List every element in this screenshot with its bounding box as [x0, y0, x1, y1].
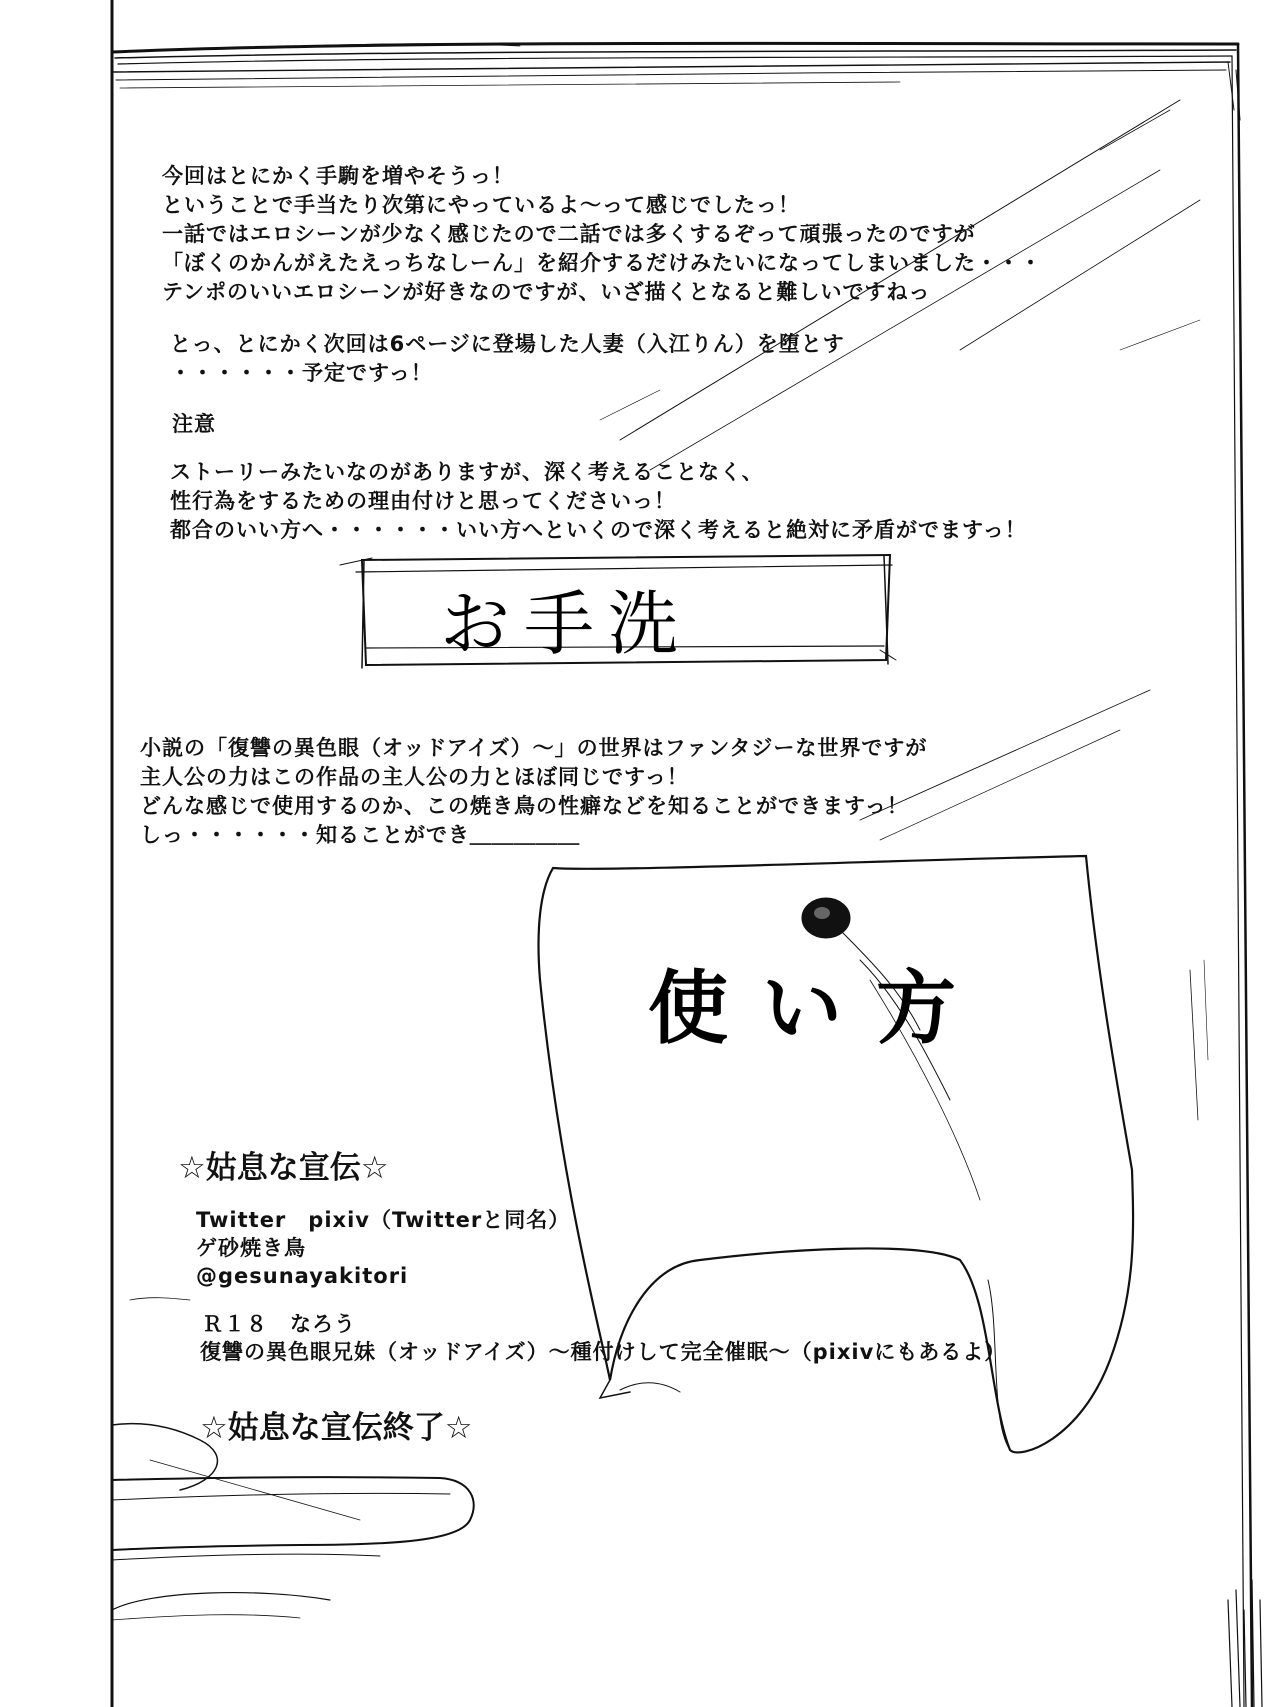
notice-line: 性行為をするための理由付けと思ってくださいっ！ [170, 489, 676, 513]
intro-line: テンポのいいエロシーンが好きなのですが、いざ描くとなると難しいですねっ [162, 280, 931, 304]
next-episode-paragraph [170, 330, 845, 388]
intro-line: 「ぼくのかんがえたえっちなしーん」を紹介するだけみたいになってしまいました・・・ [162, 251, 1042, 275]
novel-line: 主人公の力はこの作品の主人公の力とほぼ同じですっ！ [140, 765, 689, 789]
promo-info [196, 1206, 570, 1290]
novel-line: どんな感じで使用するのか、この焼き鳥の性癖などを知ることができますっ！ [140, 794, 909, 818]
novel-line: 小説の「復讐の異色眼（オッドアイズ）～」の世界はファンタジーな世界ですが [140, 736, 928, 760]
next-line: ・・・・・・予定ですっ！ [170, 361, 433, 385]
novel-paragraph [140, 734, 927, 850]
intro-line: 一話ではエロシーンが少なく感じたので二話では多くするぞって頑張ったのですが [162, 222, 976, 246]
promo-r18 [202, 1310, 1006, 1366]
promo-line: ゲ砂焼き鳥 [196, 1236, 306, 1260]
intro-line: 今回はとにかく手駒を増やそうっ！ [162, 164, 514, 188]
promo-heading: ☆姑息な宣伝☆ [178, 1150, 389, 1186]
notice-title: 注意 [172, 412, 216, 436]
sign-text: お手洗 [440, 583, 692, 665]
promo-r18-line: 復讐の異色眼兄妹（オッドアイズ）～種付けして完全催眠～（pixivにもあるよ） [200, 1340, 1007, 1364]
notice-line: ストーリーみたいなのがありますが、深く考えることなく、 [170, 460, 764, 484]
promo-r18-line: Ｒ１８ なろう [202, 1312, 356, 1336]
promo-line: Twitter pixiv（Twitterと同名） [196, 1208, 571, 1232]
scroll-text: 使い方 [648, 962, 990, 1055]
intro-line: ということで手当たり次第にやっているよ～って感じでしたっ！ [162, 193, 800, 217]
promo-end-heading: ☆姑息な宣伝終了☆ [200, 1410, 473, 1446]
next-line: とっ、とにかく次回は6ページに登場した人妻（入江りん）を堕とす [170, 332, 845, 356]
novel-line: しっ・・・・・・知ることができ＿＿＿＿＿ [140, 823, 580, 847]
notice-section [172, 410, 216, 439]
notice-line: 都合のいい方へ・・・・・・いい方へといくので深く考えると絶対に矛盾がでますっ！ [170, 518, 1027, 542]
promo-line: @gesunayakitori [196, 1264, 409, 1288]
notice-paragraph [170, 458, 1027, 545]
intro-paragraph [162, 162, 1042, 307]
